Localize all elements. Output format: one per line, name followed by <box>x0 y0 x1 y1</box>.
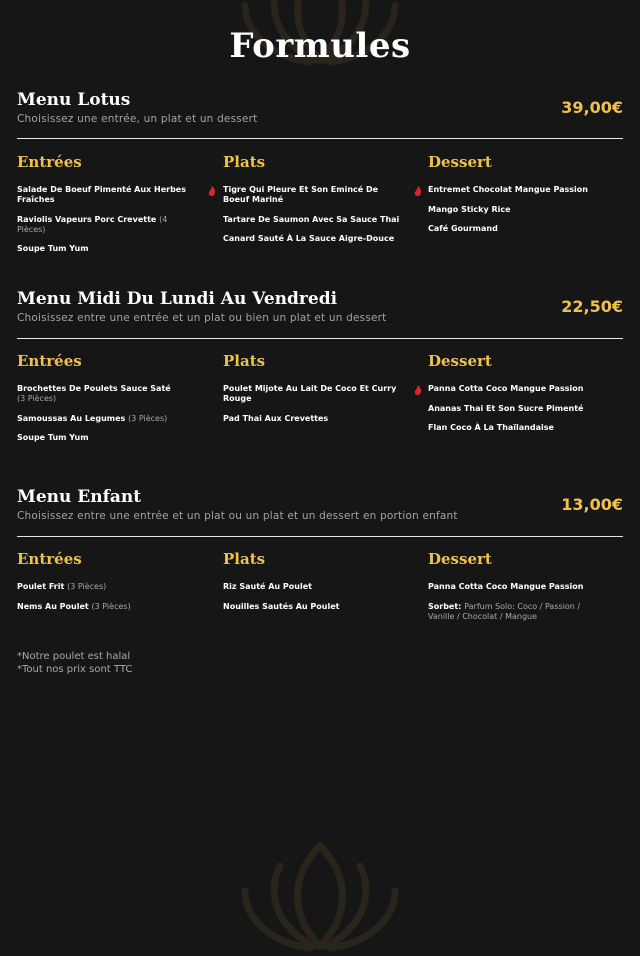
menu-item: Entremet Chocolat Mangue Passion <box>428 185 588 194</box>
footnote-halal: *Notre poulet est halal <box>17 651 131 662</box>
menu-section-lotus <box>17 89 623 253</box>
menu-price: 13,00€ <box>561 495 623 514</box>
menu-title: Menu Midi Du Lundi Au Vendredi <box>17 289 338 309</box>
menu-title: Menu Enfant <box>17 487 142 507</box>
section-divider <box>17 536 623 537</box>
column-plats <box>223 350 415 433</box>
column-heading: Entrées <box>17 153 82 171</box>
column-plats <box>223 548 415 621</box>
column-heading: Entrées <box>17 550 82 568</box>
menu-section-enfant <box>17 486 623 621</box>
column-heading: Plats <box>223 352 266 370</box>
menu-item: Panna Cotta Coco Mangue Passion <box>428 384 584 393</box>
footnote-ttc: *Tout nos prix sont TTC <box>17 664 133 675</box>
chili-icon <box>413 384 423 396</box>
menu-item: Soupe Tum Yum <box>17 244 89 253</box>
menu-item: Nems Au Poulet (3 Pièces) <box>17 601 131 611</box>
column-heading: Dessert <box>428 153 492 171</box>
menu-item: Samoussas Au Legumes (3 Pièces) <box>17 413 168 423</box>
column-entrees <box>17 151 209 264</box>
menu-item: Pad Thai Aux Crevettes <box>223 413 329 423</box>
menu-item: Poulet Frit (3 Pièces) <box>17 582 107 591</box>
column-heading: Plats <box>223 550 266 568</box>
lotus-watermark-bottom-icon <box>220 836 420 956</box>
section-divider <box>17 338 623 339</box>
column-heading: Entrées <box>17 352 82 370</box>
menu-item: Tigre Qui Pleure Et Son Emincé De Boeuf Mariné <box>223 185 415 205</box>
menu-item: Panna Cotta Coco Mangue Passion <box>428 582 584 591</box>
menu-item: Nouilles Sautés Au Poulet <box>223 601 340 611</box>
column-heading: Dessert <box>428 352 492 370</box>
menu-item: Sorbet: Parfum Solo: Coco / Passion / Vanille / Chocolat / Mangue <box>428 601 581 621</box>
column-heading: Plats <box>223 153 266 171</box>
menu-price: 39,00€ <box>561 98 623 117</box>
column-entrees <box>17 548 209 621</box>
menu-item: Poulet Mijote Au Lait De Coco Et Curry Rouge <box>223 384 415 404</box>
menu-item: Salade De Boeuf Pimenté Aux Herbes Fraîches <box>17 185 209 205</box>
menu-item: Flan Coco À La Thaïlandaise <box>428 423 554 432</box>
menu-subtitle: Choisissez entre une entrée et un plat ou un plat et un dessert en portion enfant <box>17 510 458 522</box>
menu-subtitle: Choisissez une entrée, un plat et un dessert <box>17 113 258 125</box>
menu-item: Tartare De Saumon Avec Sa Sauce Thai <box>223 214 400 224</box>
menu-item: Café Gourmand <box>428 224 498 233</box>
menu-title: Menu Lotus <box>17 90 131 110</box>
menu-item: Canard Sauté À La Sauce Aigre-Douce <box>223 234 395 243</box>
page-title: Formules <box>229 26 411 66</box>
column-dessert <box>428 350 620 443</box>
menu-item: Ananas Thai Et Son Sucre Pimenté <box>428 403 584 413</box>
column-plats <box>223 151 415 254</box>
menu-subtitle: Choisissez entre une entrée et un plat ou bien un plat et un dessert <box>17 312 387 324</box>
menu-item: Riz Sauté Au Poulet <box>223 582 312 591</box>
section-divider <box>17 138 623 139</box>
chili-icon <box>413 185 423 197</box>
menu-item: Soupe Tum Yum <box>17 433 89 442</box>
menu-price: 22,50€ <box>561 297 623 316</box>
menu-section-midi <box>17 288 623 442</box>
footnotes <box>17 650 132 676</box>
menu-item: Brochettes De Poulets Sauce Saté (3 Pièces) <box>17 384 171 403</box>
chili-icon <box>207 185 217 197</box>
column-entrees <box>17 350 209 453</box>
column-heading: Dessert <box>428 550 492 568</box>
menu-item: Raviolis Vapeurs Porc Crevette (4 Pièces) <box>17 214 168 234</box>
column-dessert <box>428 548 620 631</box>
menu-item: Mango Sticky Rice <box>428 204 511 214</box>
column-dessert <box>428 151 620 244</box>
